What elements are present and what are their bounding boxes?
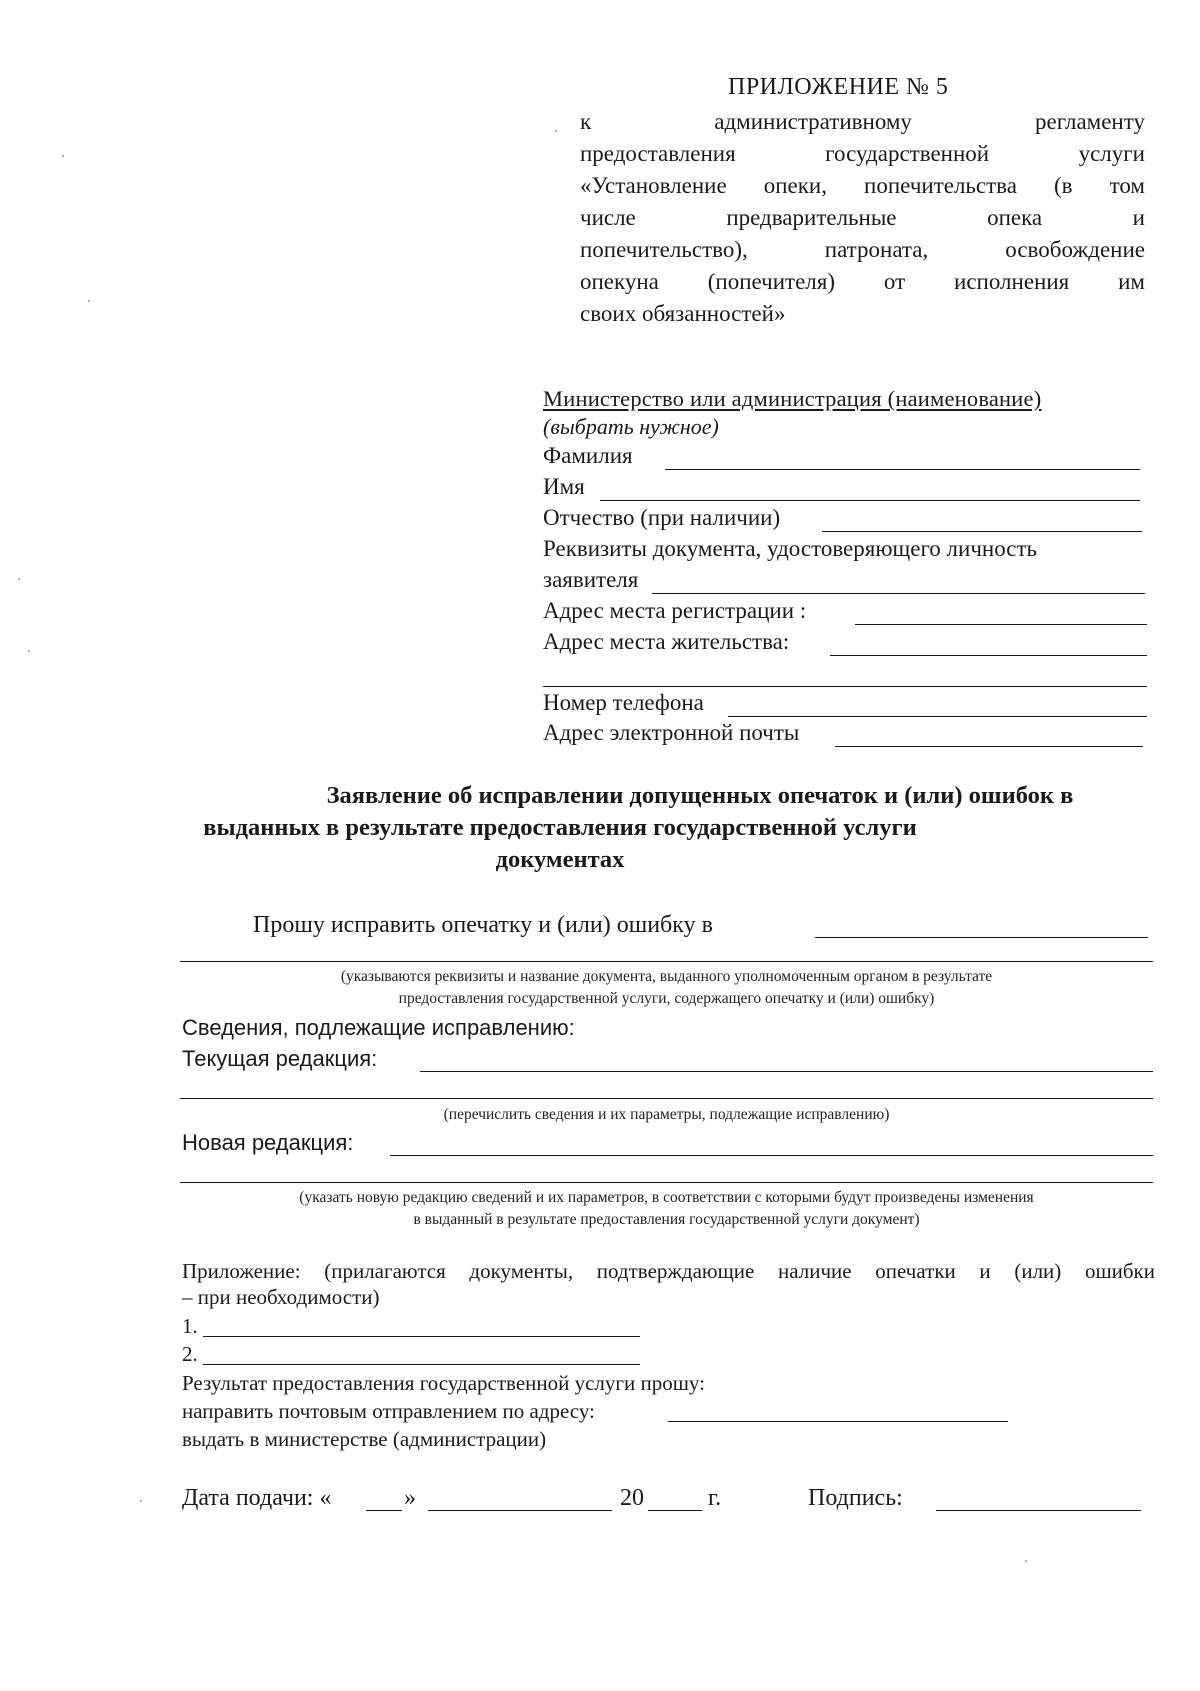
- current-version-field-2[interactable]: [180, 1098, 1153, 1099]
- name-label: Имя: [543, 474, 585, 499]
- new-version-field[interactable]: [390, 1155, 1153, 1156]
- email-field[interactable]: [835, 746, 1143, 747]
- residence-address-label: Адрес места жительства:: [543, 629, 790, 654]
- current-version-field[interactable]: [420, 1071, 1153, 1072]
- result-heading: Результат предоставления государственной услуги прошу:: [182, 1371, 705, 1395]
- new-version-note-line-2: в выданный в результате предоставления государственной услуги документ): [413, 1211, 920, 1228]
- mail-address-field[interactable]: [668, 1421, 1008, 1422]
- applicant-label: заявителя: [543, 567, 639, 592]
- name-field[interactable]: [600, 500, 1140, 501]
- id-document-label: Реквизиты документа, удостоверяющего личность: [543, 536, 1038, 561]
- new-version-note-line-1: (указать новую редакцию сведений и их параметров, в соответствии с которыми будут произведены изменения: [299, 1189, 1034, 1206]
- date-close-quote: »: [404, 1485, 416, 1511]
- scan-speck: [555, 130, 557, 132]
- appendix-line-6: опекуна (попечителя) от исполнения им: [580, 269, 1145, 294]
- current-version-note: (перечислить сведения и их параметры, подлежащие исправлению): [443, 1106, 890, 1123]
- phone-field[interactable]: [728, 716, 1147, 717]
- ministry-label: Министерство или администрация (наименование): [543, 386, 1042, 411]
- request-note-line-2: предоставления государственной услуги, содержащего опечатку и (или) ошибку): [398, 990, 935, 1007]
- request-document-field[interactable]: [815, 937, 1148, 938]
- scan-speck: [88, 300, 90, 302]
- signature-label: Подпись:: [808, 1485, 903, 1511]
- info-heading: Сведения, подлежащие исправлению:: [182, 1015, 575, 1040]
- appendix-line-7: своих обязанностей»: [580, 301, 786, 326]
- patronymic-field[interactable]: [822, 531, 1142, 532]
- scan-speck: [1025, 1560, 1027, 1562]
- attachment-item-1-label: 1.: [182, 1314, 198, 1338]
- year-suffix: г.: [708, 1485, 722, 1511]
- statement-title-line-2: выданных в результате предоставления государственной услуги: [203, 814, 917, 841]
- surname-label: Фамилия: [543, 443, 633, 468]
- residence-address-field[interactable]: [830, 655, 1147, 656]
- registration-address-field[interactable]: [855, 624, 1147, 625]
- statement-title-line-1: Заявление об исправлении допущенных опечаток и (или) ошибок в: [326, 782, 1074, 809]
- issue-option[interactable]: выдать в министерстве (администрации): [182, 1427, 547, 1451]
- scan-speck: [62, 155, 64, 157]
- scan-speck: [28, 650, 30, 652]
- attachments-line-2: – при необходимости): [182, 1285, 380, 1309]
- choose-note: (выбрать нужное): [543, 414, 719, 439]
- surname-field[interactable]: [665, 469, 1140, 470]
- attachments-line-1: Приложение: (прилагаются документы, подтверждающие наличие опечатки и (или) ошибки: [182, 1259, 1155, 1283]
- appendix-line-5: попечительство), патроната, освобождение: [580, 237, 1145, 262]
- email-label: Адрес электронной почты: [543, 720, 800, 745]
- request-text: Прошу исправить опечатку и (или) ошибку в: [253, 912, 713, 938]
- request-note-line-1: (указываются реквизиты и название документа, выданного уполномоченным органом в результате: [340, 968, 993, 985]
- appendix-line-2: предоставления государственной услуги: [580, 141, 1145, 166]
- date-day-field[interactable]: [366, 1510, 402, 1511]
- registration-address-label: Адрес места регистрации :: [543, 598, 807, 623]
- date-month-field[interactable]: [428, 1510, 612, 1511]
- request-document-field-2[interactable]: [180, 961, 1153, 962]
- year-field[interactable]: [648, 1510, 702, 1511]
- appendix-line-3: «Установление опеки, попечительства (в том: [580, 173, 1145, 198]
- scan-speck: [18, 578, 20, 580]
- residence-address-field-2[interactable]: [543, 686, 1147, 687]
- id-document-field[interactable]: [652, 593, 1145, 594]
- current-version-label: Текущая редакция:: [182, 1046, 378, 1071]
- attachment-item-2-label: 2.: [182, 1342, 198, 1366]
- attachment-item-2-field[interactable]: [203, 1364, 640, 1365]
- statement-title-line-3: документах: [495, 846, 625, 873]
- attachment-item-1-field[interactable]: [203, 1336, 640, 1337]
- signature-field[interactable]: [936, 1510, 1141, 1511]
- scan-speck: [140, 1500, 142, 1502]
- patronymic-label: Отчество (при наличии): [543, 505, 781, 530]
- year-prefix: 20: [620, 1485, 644, 1511]
- new-version-field-2[interactable]: [180, 1182, 1153, 1183]
- date-label: Дата подачи: «: [182, 1485, 332, 1511]
- appendix-title: ПРИЛОЖЕНИЕ № 5: [728, 74, 949, 100]
- mail-option[interactable]: направить почтовым отправлением по адресу:: [182, 1399, 595, 1423]
- appendix-line-4: числе предварительные опека и: [580, 205, 1145, 230]
- new-version-label: Новая редакция:: [182, 1130, 354, 1155]
- appendix-line-1: к административному регламенту: [580, 109, 1145, 134]
- phone-label: Номер телефона: [543, 690, 704, 715]
